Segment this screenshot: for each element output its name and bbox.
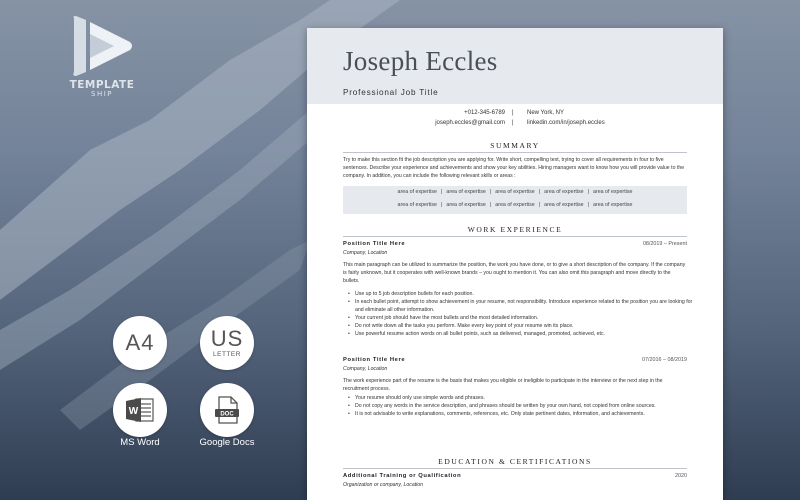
education-heading: EDUCATION & CERTIFICATIONS [438, 457, 592, 466]
summary-text: Try to make this section fit the job description you are applying for. Write short, compelling text, trying to cover all requirements in four to five sentences. Describe your experience and achievements and show your key abilities. Hiring managers want to know how you will provide value to the company. In addition, you can include the following relevant skills or areas : [343, 157, 685, 179]
a4-badge: A4 [113, 316, 167, 370]
position-title: Position Title Here [343, 357, 406, 363]
list-item: • Do not write down all the tasks you perform. Make every key point of your resume win its place. [355, 322, 699, 330]
list-item: • In each bullet point, attempt to show achievement in your resume, not responsibility. Introduce experience related to the position you are looking for and eliminate all other information. [355, 298, 699, 314]
skill-item: area of expertise [495, 189, 535, 195]
position-title: Position Title Here [343, 241, 406, 247]
ms-word-badge [113, 383, 167, 437]
position-description: The work experience part of the resume is the basis that makes you eligible or ineligible to participate in the interview or the next step in the recruitment process. [343, 378, 663, 392]
brand-name: TEMPLATE SHIP [69, 79, 135, 98]
skill-item: area of expertise [446, 202, 486, 208]
list-item: • Do not copy any words in the service description, and phrases should be written by your own hand, not copied from online sources. [355, 402, 699, 410]
contact-separator: | [512, 120, 514, 126]
skill-item: area of expertise [446, 189, 486, 195]
contact-email: joseph.eccles@gmail.com [435, 120, 505, 126]
skill-item: area of expertise [495, 202, 535, 208]
position-bullets [343, 290, 699, 338]
google-docs-badge [200, 383, 254, 437]
contact-linkedin: linkedin.com/in/joseph.eccles [527, 120, 605, 126]
education-year: 2020 [675, 473, 687, 479]
position-dates: 08/2019 – Present [642, 241, 687, 247]
position-description: This main paragraph can be utilized to summarize the position, the work you have done, or to give a short description of the company. If the company is fairly unknown, but it cooperates with well-known brands – you ought to mention it. You can also omit this paragraph and move directly to the bullets. [343, 262, 686, 284]
template-ship-logo-icon [66, 12, 138, 80]
contact-phone: +012-345-6789 [464, 110, 505, 116]
ms-word-icon [125, 397, 155, 423]
skill-item: area of expertise [544, 189, 584, 195]
education-org: Organization or company, Location [343, 482, 424, 488]
resume-name: Joseph Eccles [343, 46, 498, 76]
education-title: Additional Training or Qualification [343, 473, 462, 479]
summary-heading: SUMMARY [490, 141, 540, 150]
list-item: • It is not advisable to write explanations, comments, references, etc. Only state pertinent dates, information, and achievements. [355, 410, 699, 418]
position-bullets [343, 394, 699, 418]
resume-header [307, 28, 723, 104]
list-item: • Your current job should have the most bullets and the most detailed information. [355, 314, 699, 322]
skill-item: area of expertise [592, 202, 633, 208]
work-experience-heading: WORK EXPERIENCE [467, 225, 563, 234]
svg-text:W: W [128, 406, 139, 417]
skills-box [343, 186, 687, 214]
list-item: • Use up to 5 job description bullets for each position. [355, 290, 699, 298]
skill-item: area of expertise [397, 189, 438, 195]
position-company: Company, Location [343, 366, 388, 372]
list-item: • Use powerful resume action words on all bullet points, such as delivered, managed, promoted, achieved, etc. [355, 330, 699, 338]
skill-item: area of expertise [544, 202, 584, 208]
position-company: Company, Location [343, 250, 388, 256]
education-divider [343, 468, 687, 469]
list-item: • Your resume should only use simple words and phrases. [355, 394, 699, 402]
contact-location: New York, NY [527, 110, 565, 116]
contact-separator: | [512, 110, 514, 116]
resume-job-title: Professional Job Title [343, 88, 439, 97]
skills-row-1: area of expertise | area of expertise | area of expertise | area of expertise | area of expertise [397, 189, 633, 195]
summary-divider [343, 152, 687, 153]
us-letter-badge: US LETTER [200, 316, 254, 370]
resume-preview [307, 28, 723, 500]
svg-text:DOC: DOC [220, 411, 234, 418]
ms-word-caption: MS Word [120, 437, 160, 448]
google-docs-icon [212, 395, 242, 425]
google-docs-caption: Google Docs [199, 437, 255, 448]
work-experience-divider [343, 236, 687, 237]
skills-row-2: area of expertise | area of expertise | area of expertise | area of expertise | area of expertise [397, 202, 633, 208]
position-dates: 07/2016 – 08/2019 [642, 357, 687, 363]
skill-item: area of expertise [397, 202, 438, 208]
skill-item: area of expertise [592, 189, 633, 195]
